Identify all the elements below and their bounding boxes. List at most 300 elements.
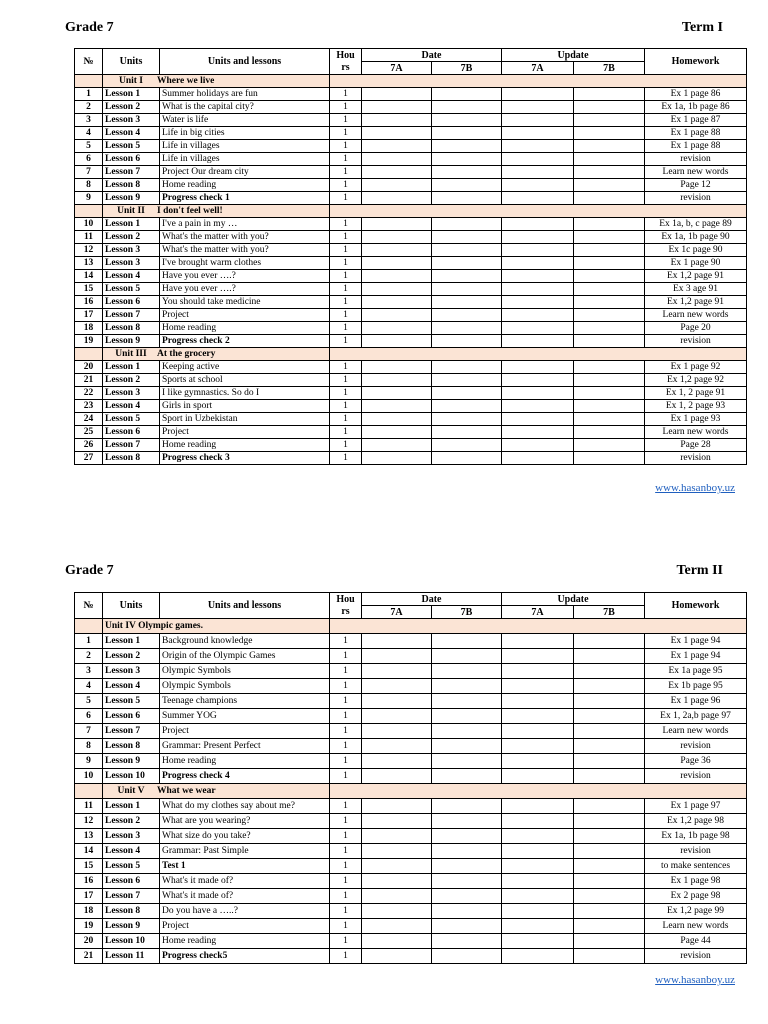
date-7a-cell[interactable] bbox=[362, 218, 432, 231]
lesson-topic: Progress check5 bbox=[160, 949, 330, 964]
lesson-label: Lesson 3 bbox=[103, 244, 160, 257]
date-7b-cell[interactable] bbox=[432, 140, 502, 153]
homework-cell: Learn new words bbox=[645, 919, 747, 934]
update-7b-cell[interactable] bbox=[574, 919, 645, 934]
col-units: Units bbox=[103, 49, 160, 75]
date-7b-cell[interactable] bbox=[432, 374, 502, 387]
update-7a-cell[interactable] bbox=[502, 114, 574, 127]
update-7b-cell[interactable] bbox=[574, 934, 645, 949]
date-7a-cell[interactable] bbox=[362, 754, 432, 769]
date-7b-cell[interactable] bbox=[432, 400, 502, 413]
date-7b-cell[interactable] bbox=[432, 166, 502, 179]
date-7a-cell[interactable] bbox=[362, 309, 432, 322]
date-7b-cell[interactable] bbox=[432, 244, 502, 257]
lesson-topic: Progress check 1 bbox=[160, 192, 330, 205]
date-7b-cell[interactable] bbox=[432, 769, 502, 784]
update-7a-cell[interactable] bbox=[502, 649, 574, 664]
lesson-topic: I like gymnastics. So do I bbox=[160, 387, 330, 400]
date-7a-cell[interactable] bbox=[362, 694, 432, 709]
date-7b-cell[interactable] bbox=[432, 649, 502, 664]
update-7b-cell[interactable] bbox=[574, 949, 645, 964]
update-7a-cell[interactable] bbox=[502, 192, 574, 205]
date-7a-cell[interactable] bbox=[362, 361, 432, 374]
date-7b-cell[interactable] bbox=[432, 218, 502, 231]
update-7a-cell[interactable] bbox=[502, 218, 574, 231]
hours-cell: 1 bbox=[330, 859, 362, 874]
homework-cell: Ex 2 page 98 bbox=[645, 889, 747, 904]
lesson-label: Lesson 5 bbox=[103, 694, 160, 709]
table-row bbox=[75, 634, 747, 649]
date-7b-cell[interactable] bbox=[432, 694, 502, 709]
row-number: 14 bbox=[75, 270, 103, 283]
date-7b-cell[interactable] bbox=[432, 192, 502, 205]
row-number: 8 bbox=[75, 739, 103, 754]
date-7a-cell[interactable] bbox=[362, 649, 432, 664]
date-7b-cell[interactable] bbox=[432, 257, 502, 270]
date-7b-cell[interactable] bbox=[432, 934, 502, 949]
unit-row bbox=[75, 784, 747, 799]
update-7b-cell[interactable] bbox=[574, 739, 645, 754]
date-7b-cell[interactable] bbox=[432, 179, 502, 192]
update-7a-cell[interactable] bbox=[502, 799, 574, 814]
update-7a-cell[interactable] bbox=[502, 439, 574, 452]
lesson-label: Lesson 3 bbox=[103, 387, 160, 400]
lesson-label: Lesson 3 bbox=[103, 257, 160, 270]
date-7a-cell[interactable] bbox=[362, 859, 432, 874]
date-7a-cell[interactable] bbox=[362, 387, 432, 400]
lesson-label: Lesson 8 bbox=[103, 322, 160, 335]
date-7a-cell[interactable] bbox=[362, 934, 432, 949]
row-number: 3 bbox=[75, 664, 103, 679]
date-7a-cell[interactable] bbox=[362, 426, 432, 439]
update-7a-cell[interactable] bbox=[502, 244, 574, 257]
update-7a-cell[interactable] bbox=[502, 309, 574, 322]
website-link[interactable]: www.hasanboy.uz bbox=[655, 974, 735, 986]
date-7b-cell[interactable] bbox=[432, 904, 502, 919]
table-row bbox=[75, 387, 747, 400]
date-7b-cell[interactable] bbox=[432, 799, 502, 814]
date-7b-cell[interactable] bbox=[432, 413, 502, 426]
update-7b-cell[interactable] bbox=[574, 231, 645, 244]
update-7a-cell[interactable] bbox=[502, 814, 574, 829]
date-7a-cell[interactable] bbox=[362, 452, 432, 465]
table-row bbox=[75, 844, 747, 859]
update-7a-cell[interactable] bbox=[502, 88, 574, 101]
row-number: 22 bbox=[75, 387, 103, 400]
update-7a-cell[interactable] bbox=[502, 724, 574, 739]
lesson-label: Lesson 6 bbox=[103, 709, 160, 724]
hours-cell: 1 bbox=[330, 114, 362, 127]
lesson-label: Lesson 4 bbox=[103, 400, 160, 413]
lesson-topic: Grammar: Present Perfect bbox=[160, 739, 330, 754]
row-number: 7 bbox=[75, 724, 103, 739]
hours-cell: 1 bbox=[330, 874, 362, 889]
date-7a-cell[interactable] bbox=[362, 904, 432, 919]
update-7a-cell[interactable] bbox=[502, 140, 574, 153]
update-7a-cell[interactable] bbox=[502, 101, 574, 114]
homework-cell: revision bbox=[645, 452, 747, 465]
date-7b-cell[interactable] bbox=[432, 361, 502, 374]
update-7a-cell[interactable] bbox=[502, 949, 574, 964]
update-7b-cell[interactable] bbox=[574, 296, 645, 309]
date-7b-cell[interactable] bbox=[432, 114, 502, 127]
lesson-topic: Grammar: Past Simple bbox=[160, 844, 330, 859]
table-row bbox=[75, 361, 747, 374]
update-7b-cell[interactable] bbox=[574, 679, 645, 694]
date-7b-cell[interactable] bbox=[432, 439, 502, 452]
date-7b-cell[interactable] bbox=[432, 709, 502, 724]
lesson-label: Lesson 9 bbox=[103, 754, 160, 769]
row-number: 9 bbox=[75, 192, 103, 205]
update-7a-cell[interactable] bbox=[502, 387, 574, 400]
homework-cell: Learn new words bbox=[645, 426, 747, 439]
date-7b-cell[interactable] bbox=[432, 739, 502, 754]
update-7b-cell[interactable] bbox=[574, 799, 645, 814]
date-7a-cell[interactable] bbox=[362, 874, 432, 889]
hours-cell: 1 bbox=[330, 844, 362, 859]
date-7b-cell[interactable] bbox=[432, 452, 502, 465]
date-7b-cell[interactable] bbox=[432, 283, 502, 296]
update-7b-cell[interactable] bbox=[574, 400, 645, 413]
date-7a-cell[interactable] bbox=[362, 192, 432, 205]
hours-cell: 1 bbox=[330, 634, 362, 649]
date-7a-cell[interactable] bbox=[362, 949, 432, 964]
update-7a-cell[interactable] bbox=[502, 844, 574, 859]
row-number: 5 bbox=[75, 140, 103, 153]
date-7a-cell[interactable] bbox=[362, 829, 432, 844]
update-7b-cell[interactable] bbox=[574, 270, 645, 283]
col-hours-bottom: rs bbox=[330, 606, 362, 619]
date-7b-cell[interactable] bbox=[432, 859, 502, 874]
update-7a-cell[interactable] bbox=[502, 754, 574, 769]
date-7a-cell[interactable] bbox=[362, 140, 432, 153]
lesson-topic: Life in big cities bbox=[160, 127, 330, 140]
update-7b-cell[interactable] bbox=[574, 101, 645, 114]
row-number: 3 bbox=[75, 114, 103, 127]
lesson-label: Lesson 3 bbox=[103, 114, 160, 127]
lesson-topic: Project bbox=[160, 309, 330, 322]
hours-cell: 1 bbox=[330, 679, 362, 694]
update-7b-cell[interactable] bbox=[574, 140, 645, 153]
date-7a-cell[interactable] bbox=[362, 231, 432, 244]
update-7a-cell[interactable] bbox=[502, 283, 574, 296]
term1-header bbox=[0, 20, 768, 40]
date-7a-cell[interactable] bbox=[362, 664, 432, 679]
row-number: 19 bbox=[75, 335, 103, 348]
row-number: 15 bbox=[75, 283, 103, 296]
lesson-label: Lesson 6 bbox=[103, 426, 160, 439]
lesson-label: Lesson 9 bbox=[103, 192, 160, 205]
date-7a-cell[interactable] bbox=[362, 374, 432, 387]
row-number: 10 bbox=[75, 218, 103, 231]
lesson-label: Lesson 5 bbox=[103, 413, 160, 426]
date-7b-cell[interactable] bbox=[432, 88, 502, 101]
update-7b-cell[interactable] bbox=[574, 374, 645, 387]
update-7b-cell[interactable] bbox=[574, 114, 645, 127]
update-7b-cell[interactable] bbox=[574, 709, 645, 724]
update-7a-cell[interactable] bbox=[502, 257, 574, 270]
update-7b-cell[interactable] bbox=[574, 335, 645, 348]
date-7a-cell[interactable] bbox=[362, 799, 432, 814]
date-7a-cell[interactable] bbox=[362, 439, 432, 452]
date-7b-cell[interactable] bbox=[432, 844, 502, 859]
date-7a-cell[interactable] bbox=[362, 919, 432, 934]
date-7a-cell[interactable] bbox=[362, 844, 432, 859]
hours-cell: 1 bbox=[330, 179, 362, 192]
update-7b-cell[interactable] bbox=[574, 192, 645, 205]
row-number: 16 bbox=[75, 296, 103, 309]
update-7a-cell[interactable] bbox=[502, 829, 574, 844]
update-7a-cell[interactable] bbox=[502, 361, 574, 374]
date-7a-cell[interactable] bbox=[362, 296, 432, 309]
date-7a-cell[interactable] bbox=[362, 634, 432, 649]
update-7b-cell[interactable] bbox=[574, 166, 645, 179]
date-7a-cell[interactable] bbox=[362, 679, 432, 694]
update-7b-cell[interactable] bbox=[574, 387, 645, 400]
update-7b-cell[interactable] bbox=[574, 361, 645, 374]
update-7b-cell[interactable] bbox=[574, 664, 645, 679]
update-7a-cell[interactable] bbox=[502, 634, 574, 649]
table-row bbox=[75, 949, 747, 964]
update-7a-cell[interactable] bbox=[502, 739, 574, 754]
update-7b-cell[interactable] bbox=[574, 769, 645, 784]
update-7b-cell[interactable] bbox=[574, 904, 645, 919]
date-7b-cell[interactable] bbox=[432, 829, 502, 844]
update-7b-cell[interactable] bbox=[574, 649, 645, 664]
update-7a-cell[interactable] bbox=[502, 426, 574, 439]
date-7b-cell[interactable] bbox=[432, 724, 502, 739]
date-7b-cell[interactable] bbox=[432, 309, 502, 322]
date-7b-cell[interactable] bbox=[432, 335, 502, 348]
table-row bbox=[75, 335, 747, 348]
update-7b-cell[interactable] bbox=[574, 322, 645, 335]
homework-cell: Ex 1,2 page 99 bbox=[645, 904, 747, 919]
col-update: Update bbox=[502, 593, 645, 606]
date-7b-cell[interactable] bbox=[432, 874, 502, 889]
date-7a-cell[interactable] bbox=[362, 244, 432, 257]
update-7b-cell[interactable] bbox=[574, 218, 645, 231]
lesson-topic: Background knowledge bbox=[160, 634, 330, 649]
date-7b-cell[interactable] bbox=[432, 387, 502, 400]
date-7b-cell[interactable] bbox=[432, 153, 502, 166]
homework-cell: Ex 1 page 93 bbox=[645, 413, 747, 426]
date-7a-cell[interactable] bbox=[362, 709, 432, 724]
row-number: 11 bbox=[75, 799, 103, 814]
update-7a-cell[interactable] bbox=[502, 322, 574, 335]
table-row bbox=[75, 724, 747, 739]
date-7a-cell[interactable] bbox=[362, 814, 432, 829]
update-7a-cell[interactable] bbox=[502, 413, 574, 426]
date-7a-cell[interactable] bbox=[362, 413, 432, 426]
date-7a-cell[interactable] bbox=[362, 153, 432, 166]
update-7a-cell[interactable] bbox=[502, 709, 574, 724]
date-7b-cell[interactable] bbox=[432, 814, 502, 829]
table-row bbox=[75, 829, 747, 844]
col-units: Units bbox=[103, 593, 160, 619]
row-number: 16 bbox=[75, 874, 103, 889]
update-7a-cell[interactable] bbox=[502, 335, 574, 348]
date-7a-cell[interactable] bbox=[362, 724, 432, 739]
update-7a-cell[interactable] bbox=[502, 231, 574, 244]
lesson-topic: Summer holidays are fun bbox=[160, 88, 330, 101]
table-row bbox=[75, 127, 747, 140]
date-7a-cell[interactable] bbox=[362, 166, 432, 179]
table-row bbox=[75, 283, 747, 296]
date-7b-cell[interactable] bbox=[432, 679, 502, 694]
table-row bbox=[75, 166, 747, 179]
date-7b-cell[interactable] bbox=[432, 426, 502, 439]
update-7a-cell[interactable] bbox=[502, 153, 574, 166]
row-number: 2 bbox=[75, 649, 103, 664]
hours-cell: 1 bbox=[330, 769, 362, 784]
homework-cell: Ex 1, 2a,b page 97 bbox=[645, 709, 747, 724]
update-7b-cell[interactable] bbox=[574, 829, 645, 844]
col-date-7b: 7B bbox=[432, 606, 502, 619]
date-7b-cell[interactable] bbox=[432, 949, 502, 964]
update-7b-cell[interactable] bbox=[574, 127, 645, 140]
col-hours-top: Hou bbox=[330, 49, 362, 62]
date-7b-cell[interactable] bbox=[432, 889, 502, 904]
homework-cell: Ex 1 page 86 bbox=[645, 88, 747, 101]
update-7a-cell[interactable] bbox=[502, 270, 574, 283]
update-7a-cell[interactable] bbox=[502, 769, 574, 784]
update-7b-cell[interactable] bbox=[574, 88, 645, 101]
update-7a-cell[interactable] bbox=[502, 179, 574, 192]
table-row bbox=[75, 874, 747, 889]
date-7b-cell[interactable] bbox=[432, 296, 502, 309]
update-7b-cell[interactable] bbox=[574, 413, 645, 426]
update-7b-cell[interactable] bbox=[574, 257, 645, 270]
update-7a-cell[interactable] bbox=[502, 452, 574, 465]
date-7a-cell[interactable] bbox=[362, 114, 432, 127]
update-7b-cell[interactable] bbox=[574, 844, 645, 859]
homework-cell: Page 12 bbox=[645, 179, 747, 192]
update-7a-cell[interactable] bbox=[502, 664, 574, 679]
date-7a-cell[interactable] bbox=[362, 283, 432, 296]
date-7a-cell[interactable] bbox=[362, 335, 432, 348]
update-7a-cell[interactable] bbox=[502, 934, 574, 949]
update-7b-cell[interactable] bbox=[574, 634, 645, 649]
update-7a-cell[interactable] bbox=[502, 919, 574, 934]
date-7a-cell[interactable] bbox=[362, 101, 432, 114]
homework-cell: Ex 1 page 88 bbox=[645, 127, 747, 140]
date-7b-cell[interactable] bbox=[432, 754, 502, 769]
date-7a-cell[interactable] bbox=[362, 889, 432, 904]
update-7b-cell[interactable] bbox=[574, 889, 645, 904]
date-7b-cell[interactable] bbox=[432, 664, 502, 679]
col-update-7b: 7B bbox=[574, 62, 645, 75]
update-7a-cell[interactable] bbox=[502, 694, 574, 709]
date-7a-cell[interactable] bbox=[362, 769, 432, 784]
date-7b-cell[interactable] bbox=[432, 322, 502, 335]
date-7b-cell[interactable] bbox=[432, 919, 502, 934]
unit-label: Unit IV Olympic games. bbox=[105, 620, 203, 631]
update-7a-cell[interactable] bbox=[502, 889, 574, 904]
update-7b-cell[interactable] bbox=[574, 153, 645, 166]
date-7b-cell[interactable] bbox=[432, 127, 502, 140]
update-7a-cell[interactable] bbox=[502, 859, 574, 874]
update-7b-cell[interactable] bbox=[574, 439, 645, 452]
update-7b-cell[interactable] bbox=[574, 754, 645, 769]
date-7b-cell[interactable] bbox=[432, 101, 502, 114]
update-7a-cell[interactable] bbox=[502, 166, 574, 179]
lesson-label: Lesson 2 bbox=[103, 374, 160, 387]
lesson-label: Lesson 1 bbox=[103, 361, 160, 374]
update-7b-cell[interactable] bbox=[574, 694, 645, 709]
update-7b-cell[interactable] bbox=[574, 874, 645, 889]
homework-cell: Ex 1,2 page 91 bbox=[645, 296, 747, 309]
date-7a-cell[interactable] bbox=[362, 270, 432, 283]
lesson-topic: What do my clothes say about me? bbox=[160, 799, 330, 814]
table-row bbox=[75, 904, 747, 919]
website-link[interactable]: www.hasanboy.uz bbox=[655, 482, 735, 494]
update-7a-cell[interactable] bbox=[502, 374, 574, 387]
homework-cell: Ex 1 page 87 bbox=[645, 114, 747, 127]
hours-cell: 1 bbox=[330, 413, 362, 426]
col-update-7a: 7A bbox=[502, 606, 574, 619]
date-7a-cell[interactable] bbox=[362, 88, 432, 101]
table-row bbox=[75, 309, 747, 322]
date-7a-cell[interactable] bbox=[362, 179, 432, 192]
table-row bbox=[75, 649, 747, 664]
row-number: 6 bbox=[75, 709, 103, 724]
hours-cell: 1 bbox=[330, 439, 362, 452]
table-row bbox=[75, 919, 747, 934]
date-7b-cell[interactable] bbox=[432, 270, 502, 283]
update-7b-cell[interactable] bbox=[574, 309, 645, 322]
update-7b-cell[interactable] bbox=[574, 244, 645, 257]
update-7a-cell[interactable] bbox=[502, 400, 574, 413]
date-7a-cell[interactable] bbox=[362, 257, 432, 270]
date-7a-cell[interactable] bbox=[362, 322, 432, 335]
homework-cell: Ex 1 page 98 bbox=[645, 874, 747, 889]
hours-cell: 1 bbox=[330, 231, 362, 244]
update-7a-cell[interactable] bbox=[502, 904, 574, 919]
date-7a-cell[interactable] bbox=[362, 400, 432, 413]
update-7b-cell[interactable] bbox=[574, 814, 645, 829]
hours-cell: 1 bbox=[330, 374, 362, 387]
lesson-topic: Home reading bbox=[160, 322, 330, 335]
update-7b-cell[interactable] bbox=[574, 426, 645, 439]
unit-row bbox=[75, 348, 747, 361]
update-7b-cell[interactable] bbox=[574, 179, 645, 192]
update-7a-cell[interactable] bbox=[502, 874, 574, 889]
hours-cell: 1 bbox=[330, 400, 362, 413]
table-row bbox=[75, 664, 747, 679]
update-7a-cell[interactable] bbox=[502, 296, 574, 309]
lesson-label: Lesson 2 bbox=[103, 814, 160, 829]
lesson-label: Lesson 2 bbox=[103, 649, 160, 664]
homework-cell: Ex 1 page 88 bbox=[645, 140, 747, 153]
date-7a-cell[interactable] bbox=[362, 127, 432, 140]
lesson-label: Lesson 9 bbox=[103, 335, 160, 348]
lesson-label: Lesson 8 bbox=[103, 452, 160, 465]
homework-cell: revision bbox=[645, 153, 747, 166]
date-7b-cell[interactable] bbox=[432, 231, 502, 244]
lesson-label: Lesson 4 bbox=[103, 127, 160, 140]
update-7a-cell[interactable] bbox=[502, 127, 574, 140]
date-7a-cell[interactable] bbox=[362, 739, 432, 754]
lesson-topic: Project bbox=[160, 724, 330, 739]
update-7b-cell[interactable] bbox=[574, 452, 645, 465]
update-7a-cell[interactable] bbox=[502, 679, 574, 694]
update-7b-cell[interactable] bbox=[574, 724, 645, 739]
update-7b-cell[interactable] bbox=[574, 859, 645, 874]
update-7b-cell[interactable] bbox=[574, 283, 645, 296]
date-7b-cell[interactable] bbox=[432, 634, 502, 649]
lesson-label: Lesson 6 bbox=[103, 874, 160, 889]
lesson-topic: What's the matter with you? bbox=[160, 231, 330, 244]
